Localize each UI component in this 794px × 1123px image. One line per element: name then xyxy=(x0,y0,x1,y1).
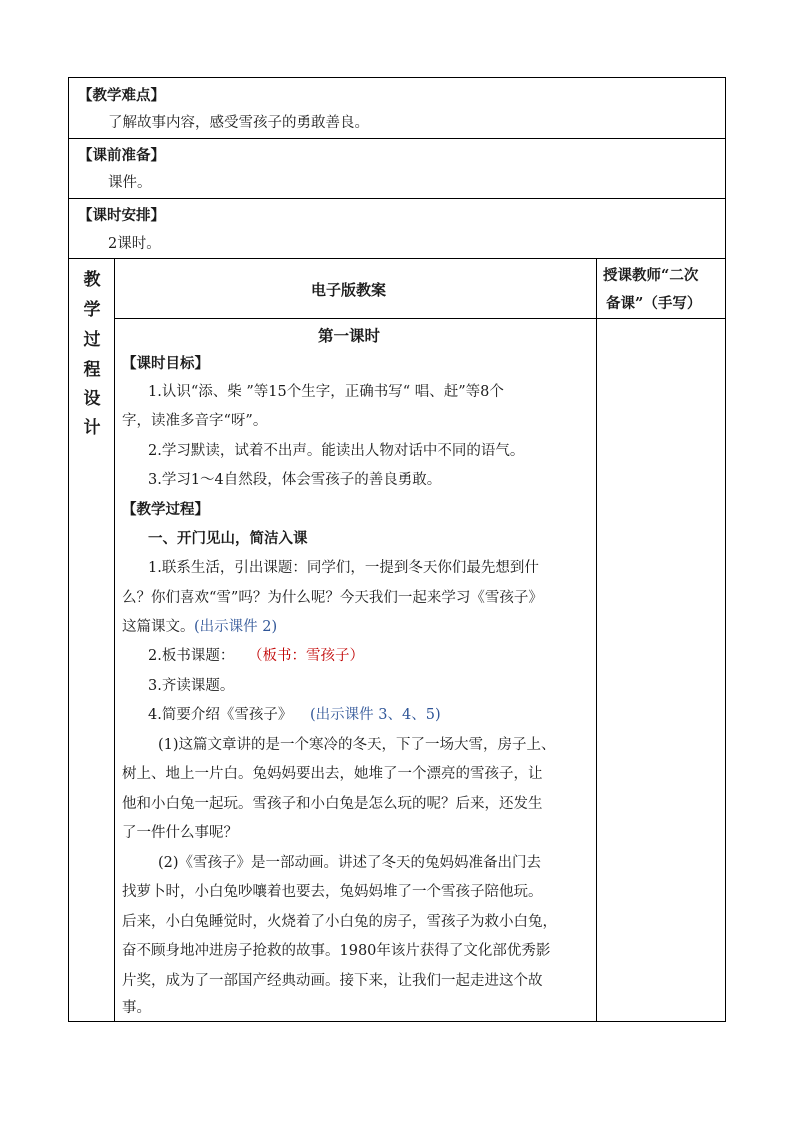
schedule-heading: 【课时安排】 xyxy=(78,207,165,224)
design-label-char: 设 xyxy=(83,389,101,409)
side-column-header-line1: 授课教师“二次 xyxy=(603,267,699,284)
goal-1-line-2: 字，读准多音字“呀”。 xyxy=(122,413,268,429)
blackboard-note: （板书：雪孩子） xyxy=(248,648,364,664)
difficulty-heading: 【教学难点】 xyxy=(78,87,165,104)
design-label-char: 教 xyxy=(83,270,101,290)
design-label-char: 学 xyxy=(83,300,101,320)
step-1-line-2: 么？你们喜欢“雪”吗？为什么呢？今天我们一起来学习《雪孩子》 xyxy=(122,590,543,606)
step-1-line-1: 1.联系生活，引出课题：同学们，一提到冬天你们最先想到什 xyxy=(148,560,539,576)
header-divider xyxy=(114,318,726,319)
step-2: 2.板书课题： xyxy=(148,648,235,664)
paragraph-2-line: 后来，小白兔睡觉时，火烧着了小白兔的房子，雪孩子为救小白兔， xyxy=(122,914,557,930)
paragraph-2-line: 奋不顾身地冲进房子抢救的故事。1980年该片获得了文化部优秀影 xyxy=(122,943,551,959)
paragraph-1-line: 他和小白兔一起玩。雪孩子和小白兔是怎么玩的呢？后来，还发生 xyxy=(122,796,543,812)
row-divider xyxy=(68,138,726,139)
paragraph-2-line: 事。 xyxy=(122,1000,151,1016)
step-4: 4.简要介绍《雪孩子》 xyxy=(148,707,293,723)
goals-heading: 【课时目标】 xyxy=(122,355,209,372)
table-border-right xyxy=(725,77,726,1022)
column-divider xyxy=(114,258,115,1022)
table-border-top xyxy=(68,77,726,78)
paragraph-1-line: 了一件什么事呢？ xyxy=(122,825,238,841)
courseware-note: (出示课件 3、4、5) xyxy=(310,707,441,723)
row-divider xyxy=(68,258,726,259)
column-divider xyxy=(596,258,597,1022)
difficulty-text: 了解故事内容，感受雪孩子的勇敢善良。 xyxy=(108,115,369,131)
goal-3: 3.学习1～4自然段，体会雪孩子的善良勇敢。 xyxy=(148,472,442,488)
step-1-line-3: 这篇课文。 xyxy=(122,619,195,635)
step-3: 3.齐读课题。 xyxy=(148,678,235,694)
paragraph-2-line: (2)《雪孩子》是一部动画。讲述了冬天的兔妈妈准备出门去 xyxy=(158,855,542,871)
process-heading: 【教学过程】 xyxy=(122,501,209,518)
schedule-text: 2课时。 xyxy=(108,236,161,252)
paragraph-1-line: (1)这篇文章讲的是一个寒冷的冬天，下了一场大雪，房子上、 xyxy=(158,737,556,753)
goal-1-line-1: 1.认识“添、柴 ”等15个生字，正确书写“ 唱、赶”等8个 xyxy=(148,384,504,400)
table-border-left xyxy=(68,77,69,1022)
paragraph-2-line: 片奖，成为了一部国产经典动画。接下来，让我们一起走进这个故 xyxy=(122,973,543,989)
side-column-header-line2: 备课”（手写） xyxy=(606,295,702,312)
row-divider xyxy=(68,198,726,199)
section-1-heading: 一、开门见山，简洁入课 xyxy=(148,530,308,547)
design-label-char: 过 xyxy=(83,330,101,350)
goal-2: 2.学习默读，试着不出声。能读出人物对话中不同的语气。 xyxy=(148,443,525,459)
courseware-note: (出示课件 2) xyxy=(194,619,278,635)
design-label-char: 计 xyxy=(83,418,101,438)
paragraph-1-line: 树上、地上一片白。兔妈妈要出去，她堆了一个漂亮的雪孩子，让 xyxy=(122,766,543,782)
design-label-char: 程 xyxy=(83,360,101,380)
lesson-title: 第一课时 xyxy=(318,326,381,345)
preparation-text: 课件。 xyxy=(108,175,152,191)
paragraph-2-line: 找萝卜时，小白兔吵嚷着也要去，兔妈妈堆了一个雪孩子陪他玩。 xyxy=(122,884,543,900)
table-border-bottom xyxy=(68,1021,726,1022)
preparation-heading: 【课前准备】 xyxy=(78,147,165,164)
main-column-header: 电子版教案 xyxy=(311,281,387,299)
